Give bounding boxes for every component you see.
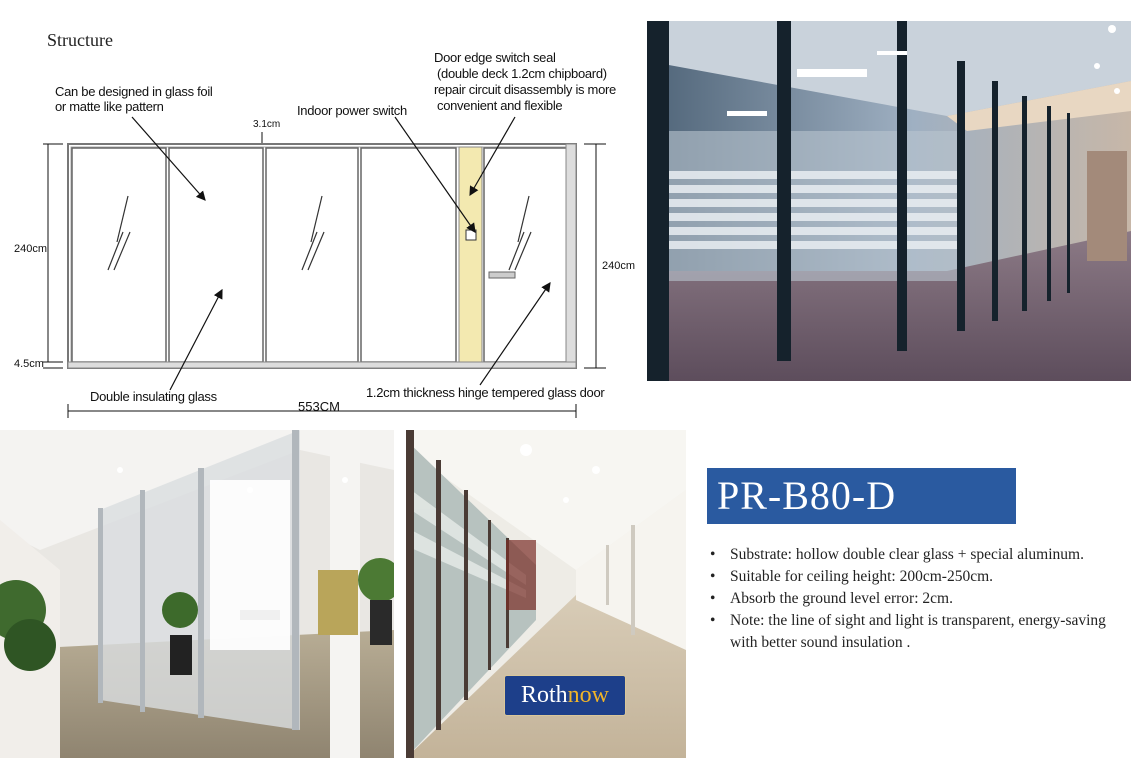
spec-item-ceiling-height: • Suitable for ceiling height: 200cm-250cm. — [708, 566, 1118, 588]
rothnow-logo: Rothnow — [504, 675, 626, 716]
dim-height-right: 240cm — [602, 260, 636, 272]
photo-office-corridor-frosted — [647, 21, 1131, 381]
spec-list — [708, 544, 1118, 654]
spec-item-note: • Note: the line of sight and light is transparent, energy-saving with better sound insulation . — [708, 610, 1118, 654]
label-power-switch: Indoor power switch — [297, 103, 407, 118]
label-door-edge-2: (double deck 1.2cm chipboard) — [437, 66, 607, 81]
label-door-edge-3: repair circuit disassembly is more — [434, 82, 616, 97]
spec-item-substrate: • Substrate: hollow double clear glass + special aluminum. — [708, 544, 1118, 566]
dim-base: 4.5cm — [14, 358, 44, 370]
dim-top-gap: 3.1cm — [253, 119, 281, 130]
label-glass-foil-2: or matte like pattern — [55, 99, 164, 114]
label-double-glass: Double insulating glass — [90, 389, 217, 404]
spec-item-ground-error: • Absorb the ground level error: 2cm. — [708, 588, 1118, 610]
label-door-edge-4: convenient and flexible — [437, 98, 563, 113]
label-glass-foil-1: Can be designed in glass foil — [55, 84, 213, 99]
label-door-edge-1: Door edge switch seal — [434, 50, 556, 65]
photo-office-glass-room — [0, 430, 394, 758]
structure-drawing — [0, 0, 645, 425]
label-hinge-door: 1.2cm thickness hinge tempered glass door — [366, 385, 605, 400]
dim-height-left: 240cm — [14, 243, 48, 255]
structure-title: Structure — [47, 30, 113, 50]
model-number-banner: PR-B80-D — [707, 468, 1016, 524]
dim-width: 553CM — [298, 399, 340, 414]
